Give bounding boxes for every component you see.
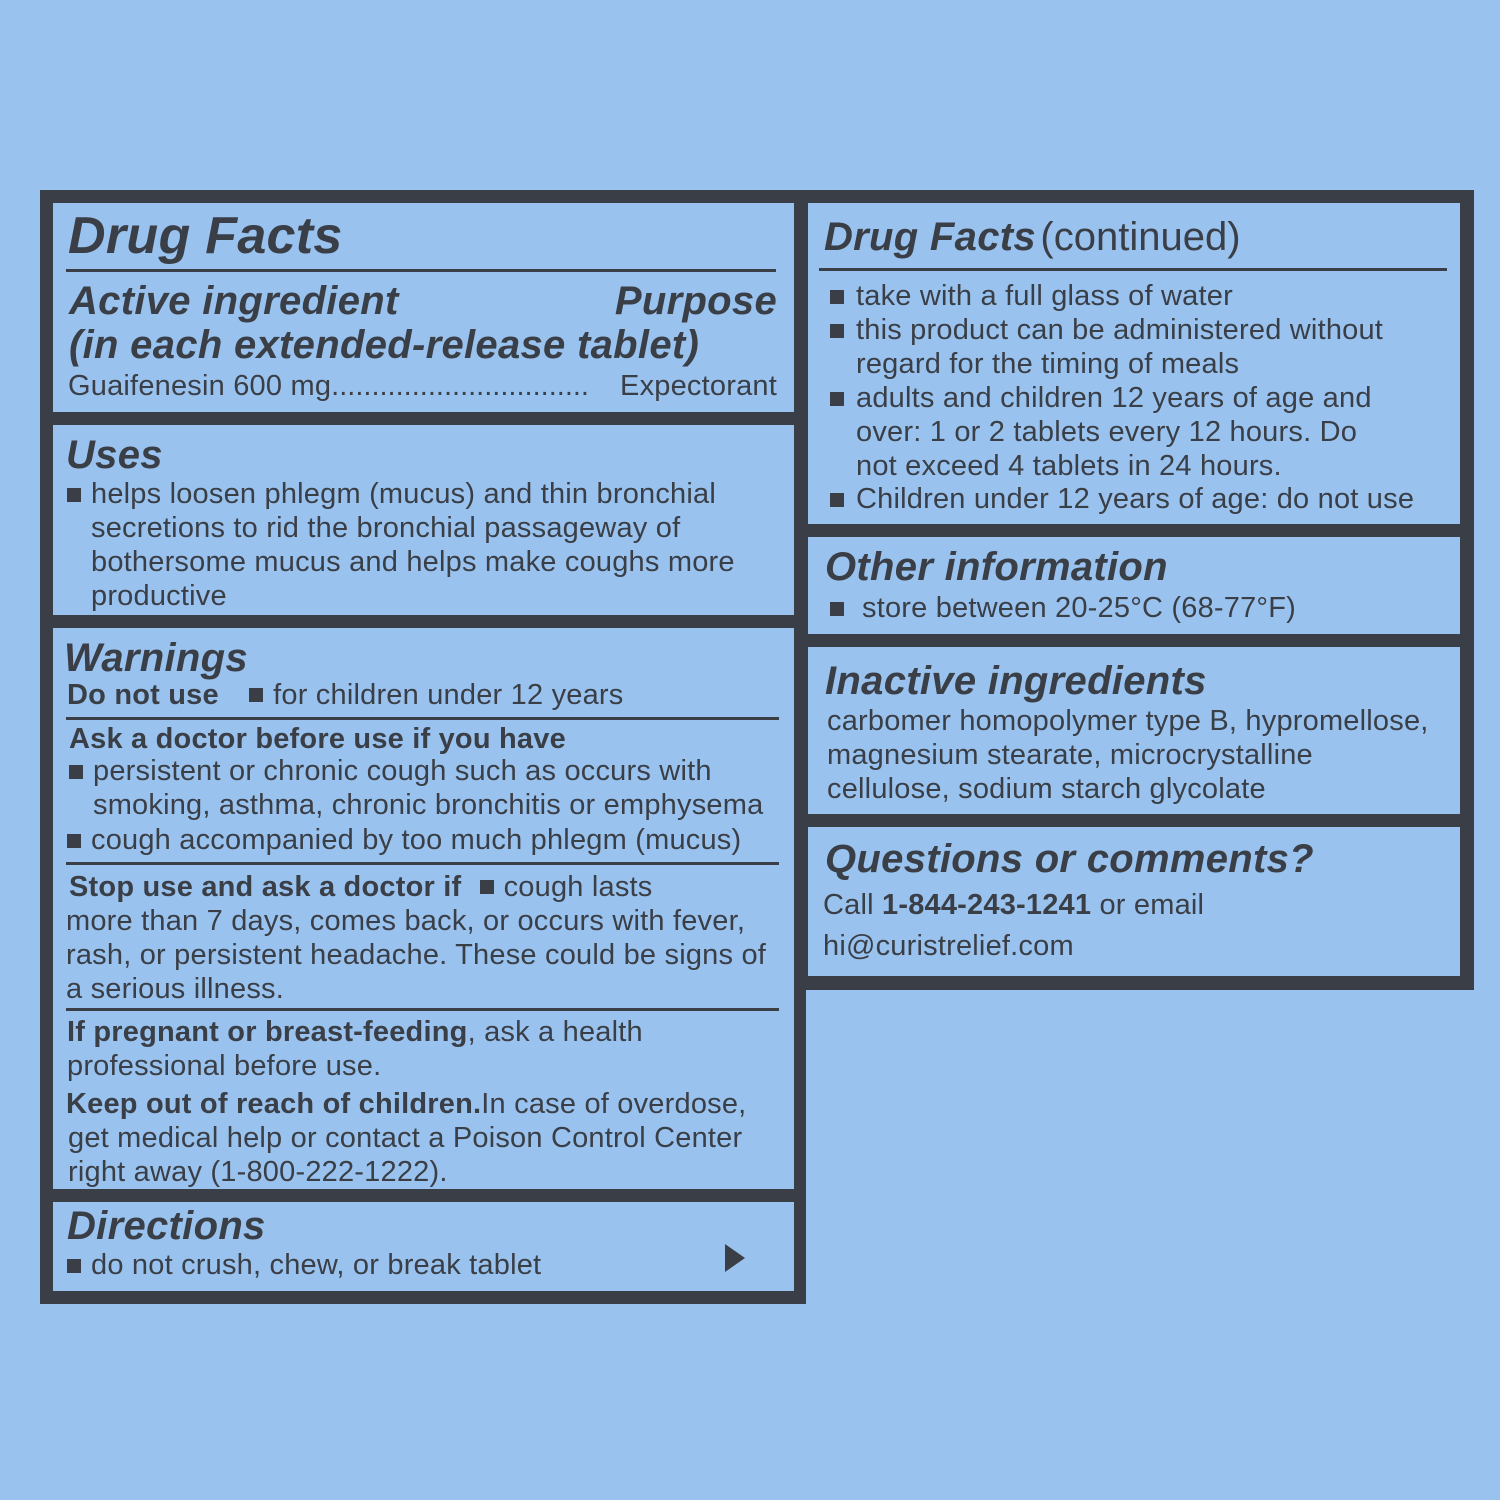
directions-box bbox=[53, 1202, 794, 1291]
stop-line-1: more than 7 days, comes back, or occurs with fever, bbox=[66, 905, 746, 937]
inactive-ingredients-title: Inactive ingredients bbox=[825, 659, 1207, 703]
stop-line-3: a serious illness. bbox=[66, 973, 284, 1005]
bullet-square-icon bbox=[69, 765, 83, 779]
bullet-square-icon bbox=[67, 1259, 81, 1273]
leader-dots: ................................ bbox=[331, 370, 589, 402]
ingredient-name: Guaifenesin 600 mg bbox=[68, 370, 332, 402]
directions-item bbox=[67, 1248, 541, 1282]
other-information-box bbox=[808, 537, 1460, 634]
ingredient-row bbox=[68, 369, 777, 403]
directions-title: Directions bbox=[67, 1204, 266, 1248]
warnings-box bbox=[53, 628, 794, 1189]
bullet-square-icon bbox=[830, 324, 844, 338]
bullet-square-icon bbox=[67, 834, 81, 848]
bullet-square-icon bbox=[249, 688, 263, 702]
questions-box bbox=[808, 827, 1460, 976]
stop-line-2: rash, or persistent headache. These could be signs of bbox=[66, 939, 767, 971]
ask-item-1-line-2: smoking, asthma, chronic bronchitis or emphysema bbox=[93, 789, 764, 821]
uses-line-2: secretions to rid the bronchial passageway of bbox=[91, 512, 681, 544]
active-ingredient-subtitle: (in each extended-release tablet) bbox=[69, 323, 700, 367]
continued-title-row bbox=[824, 213, 1241, 261]
keep-line-2: get medical help or contact a Poison Control Center bbox=[68, 1122, 743, 1154]
stop-use-lines bbox=[66, 904, 766, 1006]
directions-cont-item-1 bbox=[824, 279, 1233, 313]
directions-cont-item-2 bbox=[824, 313, 1383, 381]
directions-cont-item-3 bbox=[824, 381, 1372, 483]
inactive-ingredients-box bbox=[808, 647, 1460, 814]
ask-item-1-line-1: persistent or chronic cough such as occurs with bbox=[93, 755, 712, 787]
stop-use-row bbox=[69, 870, 653, 904]
keep-line-3: right away (1-800-222-1222). bbox=[68, 1156, 448, 1188]
do-not-use-row bbox=[67, 678, 623, 712]
bullet-square-icon bbox=[830, 602, 844, 616]
do-not-use-text: for children under 12 years bbox=[273, 679, 624, 711]
ask-item-2-text: cough accompanied by too much phlegm (mucus) bbox=[91, 824, 742, 856]
warnings-title: Warnings bbox=[64, 636, 248, 680]
questions-title: Questions or comments? bbox=[825, 837, 1314, 881]
cont-item-4-text: Children under 12 years of age: do not use bbox=[856, 483, 1415, 515]
divider-3 bbox=[66, 1008, 779, 1011]
pregnant-line-2: professional before use. bbox=[67, 1050, 382, 1082]
other-information-item bbox=[824, 591, 1296, 625]
keep-out-text: In case of overdose, bbox=[481, 1088, 747, 1120]
continued-divider bbox=[819, 268, 1447, 271]
bullet-square-icon bbox=[830, 392, 844, 406]
ask-doctor-label: Ask a doctor before use if you have bbox=[69, 723, 566, 755]
directions-cont-item-4 bbox=[824, 482, 1414, 516]
drug-facts-title: Drug Facts bbox=[68, 207, 343, 265]
inactive-line-3: cellulose, sodium starch glycolate bbox=[827, 773, 1266, 805]
pregnant-row bbox=[67, 1015, 643, 1083]
directions-item-text: do not crush, chew, or break tablet bbox=[91, 1249, 542, 1281]
uses-line-3: bothersome mucus and helps make coughs more bbox=[91, 546, 735, 578]
uses-title: Uses bbox=[66, 433, 163, 477]
other-information-title: Other information bbox=[825, 545, 1168, 589]
ask-doctor-item-1 bbox=[69, 754, 763, 822]
bullet-square-icon bbox=[830, 493, 844, 507]
purpose-label: Purpose bbox=[614, 279, 777, 323]
divider-1 bbox=[66, 717, 779, 720]
uses-line-1: helps loosen phlegm (mucus) and thin bronchial bbox=[91, 478, 716, 510]
email-address[interactable]: hi@curistrelief.com bbox=[823, 930, 1074, 962]
pregnant-label: If pregnant or breast-feeding bbox=[67, 1016, 468, 1048]
phone-number[interactable]: 1-844-243-1241 bbox=[882, 889, 1092, 921]
uses-item bbox=[67, 477, 735, 613]
keep-out-label: Keep out of reach of children. bbox=[66, 1088, 482, 1120]
inactive-ingredients-list bbox=[827, 704, 1429, 806]
drug-facts-header-box bbox=[53, 203, 794, 412]
ingredient-purpose: Expectorant bbox=[620, 370, 777, 402]
active-ingredient-label: Active ingredient bbox=[69, 279, 399, 323]
cont-item-1-text: take with a full glass of water bbox=[856, 280, 1233, 312]
cont-item-2-line-1: this product can be administered without bbox=[856, 314, 1384, 346]
inactive-line-1: carbomer homopolymer type B, hypromellose, bbox=[827, 705, 1429, 737]
divider-2 bbox=[66, 862, 779, 865]
cont-item-3-line-3: not exceed 4 tablets in 24 hours. bbox=[856, 450, 1282, 482]
continued-title: Drug Facts bbox=[824, 215, 1036, 259]
inactive-line-2: magnesium stearate, microcrystalline bbox=[827, 739, 1313, 771]
bullet-square-icon bbox=[67, 488, 81, 502]
cont-item-3-line-2: over: 1 or 2 tablets every 12 hours. Do bbox=[856, 416, 1358, 448]
uses-line-4: productive bbox=[91, 580, 227, 612]
bullet-square-icon bbox=[480, 880, 494, 894]
title-divider bbox=[66, 269, 776, 272]
questions-call-row bbox=[823, 888, 1204, 922]
other-information-text: store between 20-25°C (68-77°F) bbox=[862, 592, 1296, 624]
cont-item-2-line-2: regard for the timing of meals bbox=[856, 348, 1240, 380]
keep-out-row bbox=[66, 1087, 746, 1189]
drug-facts-continued-box bbox=[808, 203, 1460, 524]
continued-suffix: (continued) bbox=[1040, 215, 1241, 259]
stop-use-label: Stop use and ask a doctor if bbox=[69, 871, 462, 903]
ask-doctor-item-2 bbox=[67, 823, 741, 857]
pregnant-text: , ask a health bbox=[467, 1016, 643, 1048]
do-not-use-label: Do not use bbox=[67, 679, 219, 711]
call-prefix: Call bbox=[823, 889, 883, 921]
bullet-square-icon bbox=[830, 290, 844, 304]
stop-use-text: cough lasts bbox=[503, 871, 653, 903]
continue-arrow-icon bbox=[725, 1244, 745, 1272]
call-suffix: or email bbox=[1091, 889, 1205, 921]
cont-item-3-line-1: adults and children 12 years of age and bbox=[856, 382, 1372, 414]
uses-box bbox=[53, 425, 794, 615]
